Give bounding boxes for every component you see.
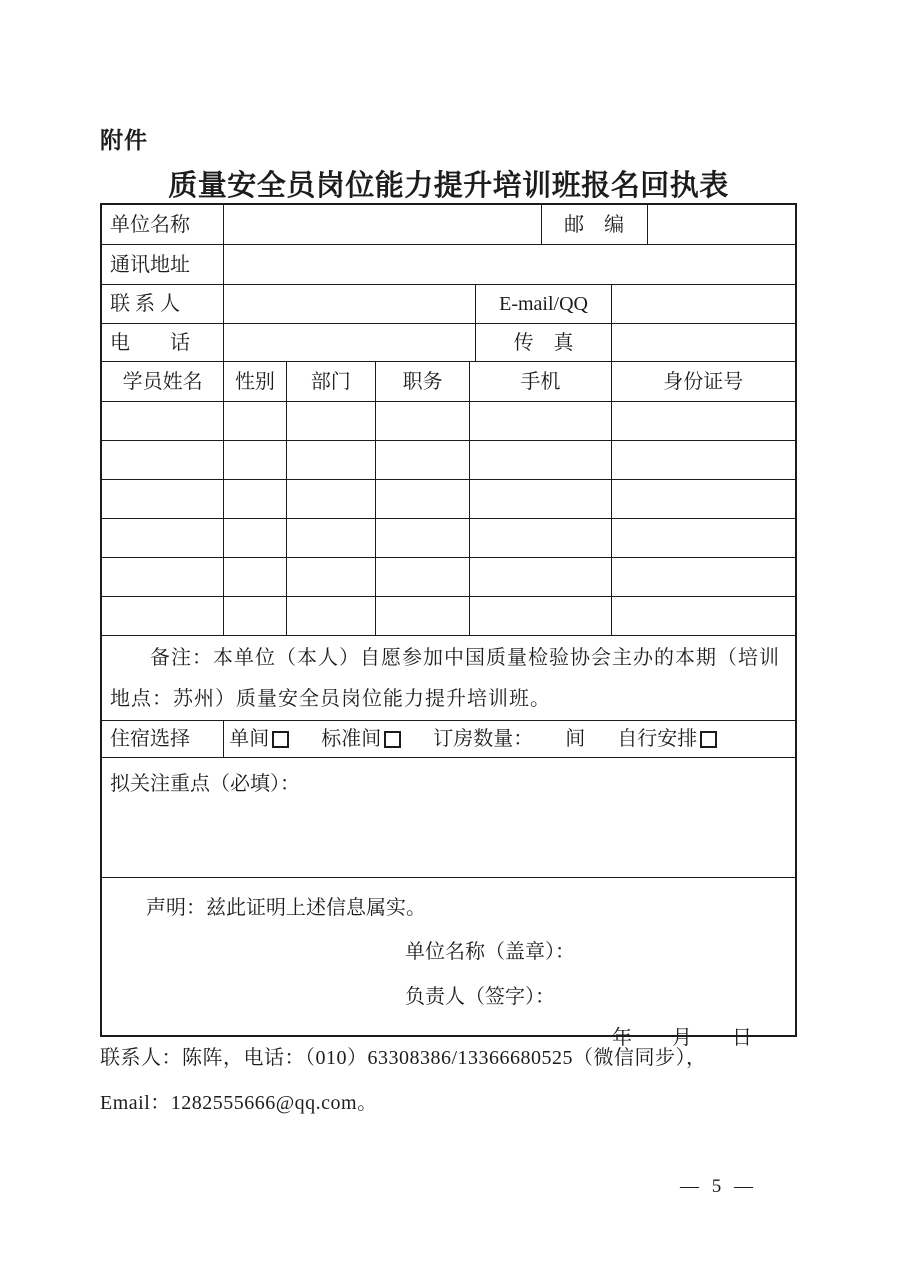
student-cell-empty[interactable] <box>102 480 223 518</box>
student-cell-empty[interactable] <box>102 441 223 479</box>
student-cell-empty[interactable] <box>286 480 375 518</box>
address-field[interactable] <box>223 245 795 284</box>
email-qq-field[interactable] <box>611 285 795 323</box>
row-unit-name <box>102 205 795 245</box>
student-cell-empty[interactable] <box>469 402 610 440</box>
unit-seal-label: 单位名称（盖章）： <box>405 941 575 963</box>
student-empty-row <box>102 402 795 441</box>
fax-label: 传 真 <box>475 324 612 361</box>
standard-room-label: 标准间 <box>321 728 382 750</box>
student-cell-empty[interactable] <box>375 441 469 479</box>
footer-email-line: Email：1282555666@qq.com。 <box>100 1092 378 1114</box>
attachment-label: 附件 <box>100 128 148 153</box>
single-room-option <box>229 727 289 751</box>
focus-label: 拟关注重点（必填）： <box>110 773 300 795</box>
unit-name-field[interactable] <box>223 205 540 244</box>
student-cell-empty[interactable] <box>375 597 469 635</box>
postal-code-label: 邮 编 <box>541 205 647 244</box>
student-cell-empty[interactable] <box>102 519 223 557</box>
page-number: — 5 — <box>680 1176 757 1197</box>
standard-room-option <box>321 727 401 751</box>
student-cell-empty[interactable] <box>223 558 285 596</box>
signer-label: 负责人（签字）： <box>405 986 555 1008</box>
student-cell-empty[interactable] <box>286 519 375 557</box>
student-empty-row <box>102 519 795 558</box>
student-cell-empty[interactable] <box>469 597 610 635</box>
remark-text: 备注：本单位（本人）自愿参加中国质量检验协会主办的本期（培训地点：苏州）质量安全员岗位能力提升培训班。 <box>110 647 780 710</box>
row-remark <box>102 636 795 721</box>
student-header-mobile: 手机 <box>469 362 610 401</box>
row-accommodation <box>102 721 795 758</box>
booking-qty-unit: 间 <box>565 728 586 750</box>
row-focus <box>102 758 795 878</box>
student-cell-empty[interactable] <box>223 519 285 557</box>
student-header-gender: 性别 <box>223 362 285 401</box>
student-cell-empty[interactable] <box>223 480 285 518</box>
date-line: 年 月 日 <box>612 1027 752 1049</box>
footer-contact-line: 联系人：陈阵，电话：（010）63308386/13366680525（微信同步）， <box>100 1047 707 1069</box>
page-title: 质量安全员岗位能力提升培训班报名回执表 <box>168 170 729 202</box>
student-cell-empty[interactable] <box>375 402 469 440</box>
single-room-label: 单间 <box>229 728 270 750</box>
student-cell-empty[interactable] <box>611 519 795 557</box>
student-empty-rows <box>102 402 795 636</box>
phone-field[interactable] <box>223 324 475 361</box>
declaration-statement: 声明：兹此证明上述信息属实。 <box>146 897 426 919</box>
student-cell-empty[interactable] <box>102 402 223 440</box>
student-cell-empty[interactable] <box>469 558 610 596</box>
single-room-checkbox[interactable] <box>272 731 289 748</box>
footer-note <box>100 1036 800 1126</box>
accommodation-label: 住宿选择 <box>110 728 190 750</box>
student-cell-empty[interactable] <box>102 597 223 635</box>
student-cell-empty[interactable] <box>223 441 285 479</box>
fax-field[interactable] <box>611 324 795 361</box>
student-cell-empty[interactable] <box>375 480 469 518</box>
student-cell-empty[interactable] <box>102 558 223 596</box>
row-contact <box>102 285 795 324</box>
student-empty-row <box>102 480 795 519</box>
row-address <box>102 245 795 285</box>
contact-field[interactable] <box>223 285 475 323</box>
student-cell-empty[interactable] <box>286 597 375 635</box>
row-phone <box>102 324 795 362</box>
student-header-row <box>102 362 795 402</box>
registration-form-table <box>100 203 797 1049</box>
student-cell-empty[interactable] <box>611 402 795 440</box>
student-header-position: 职务 <box>375 362 469 401</box>
accommodation-options <box>223 721 795 757</box>
student-cell-empty[interactable] <box>375 558 469 596</box>
student-cell-empty[interactable] <box>286 558 375 596</box>
student-cell-empty[interactable] <box>469 480 610 518</box>
student-header-id-number: 身份证号 <box>611 362 795 401</box>
student-empty-row <box>102 441 795 480</box>
email-qq-label: E-mail/QQ <box>475 285 612 323</box>
self-arrange-label: 自行安排 <box>617 728 698 750</box>
student-cell-empty[interactable] <box>286 441 375 479</box>
self-arrange-checkbox[interactable] <box>700 731 717 748</box>
declaration-block <box>102 878 795 1049</box>
unit-name-label: 单位名称 <box>110 213 190 236</box>
booking-qty-label: 订房数量： <box>433 728 534 750</box>
address-label: 通讯地址 <box>110 253 190 276</box>
contact-label: 联 系 人 <box>110 293 180 315</box>
student-cell-empty[interactable] <box>223 402 285 440</box>
phone-label: 电 话 <box>110 331 190 354</box>
row-declaration <box>102 878 795 1049</box>
student-cell-empty[interactable] <box>611 480 795 518</box>
student-cell-empty[interactable] <box>611 441 795 479</box>
postal-code-field[interactable] <box>647 205 795 244</box>
student-cell-empty[interactable] <box>469 519 610 557</box>
student-header-department: 部门 <box>286 362 375 401</box>
student-cell-empty[interactable] <box>286 402 375 440</box>
student-cell-empty[interactable] <box>469 441 610 479</box>
student-empty-row <box>102 597 795 636</box>
student-empty-row <box>102 558 795 597</box>
student-cell-empty[interactable] <box>223 597 285 635</box>
standard-room-checkbox[interactable] <box>384 731 401 748</box>
student-cell-empty[interactable] <box>375 519 469 557</box>
student-header-name: 学员姓名 <box>122 370 203 393</box>
student-cell-empty[interactable] <box>611 597 795 635</box>
focus-field[interactable] <box>102 758 795 877</box>
self-arrange-option <box>617 727 717 751</box>
student-cell-empty[interactable] <box>611 558 795 596</box>
